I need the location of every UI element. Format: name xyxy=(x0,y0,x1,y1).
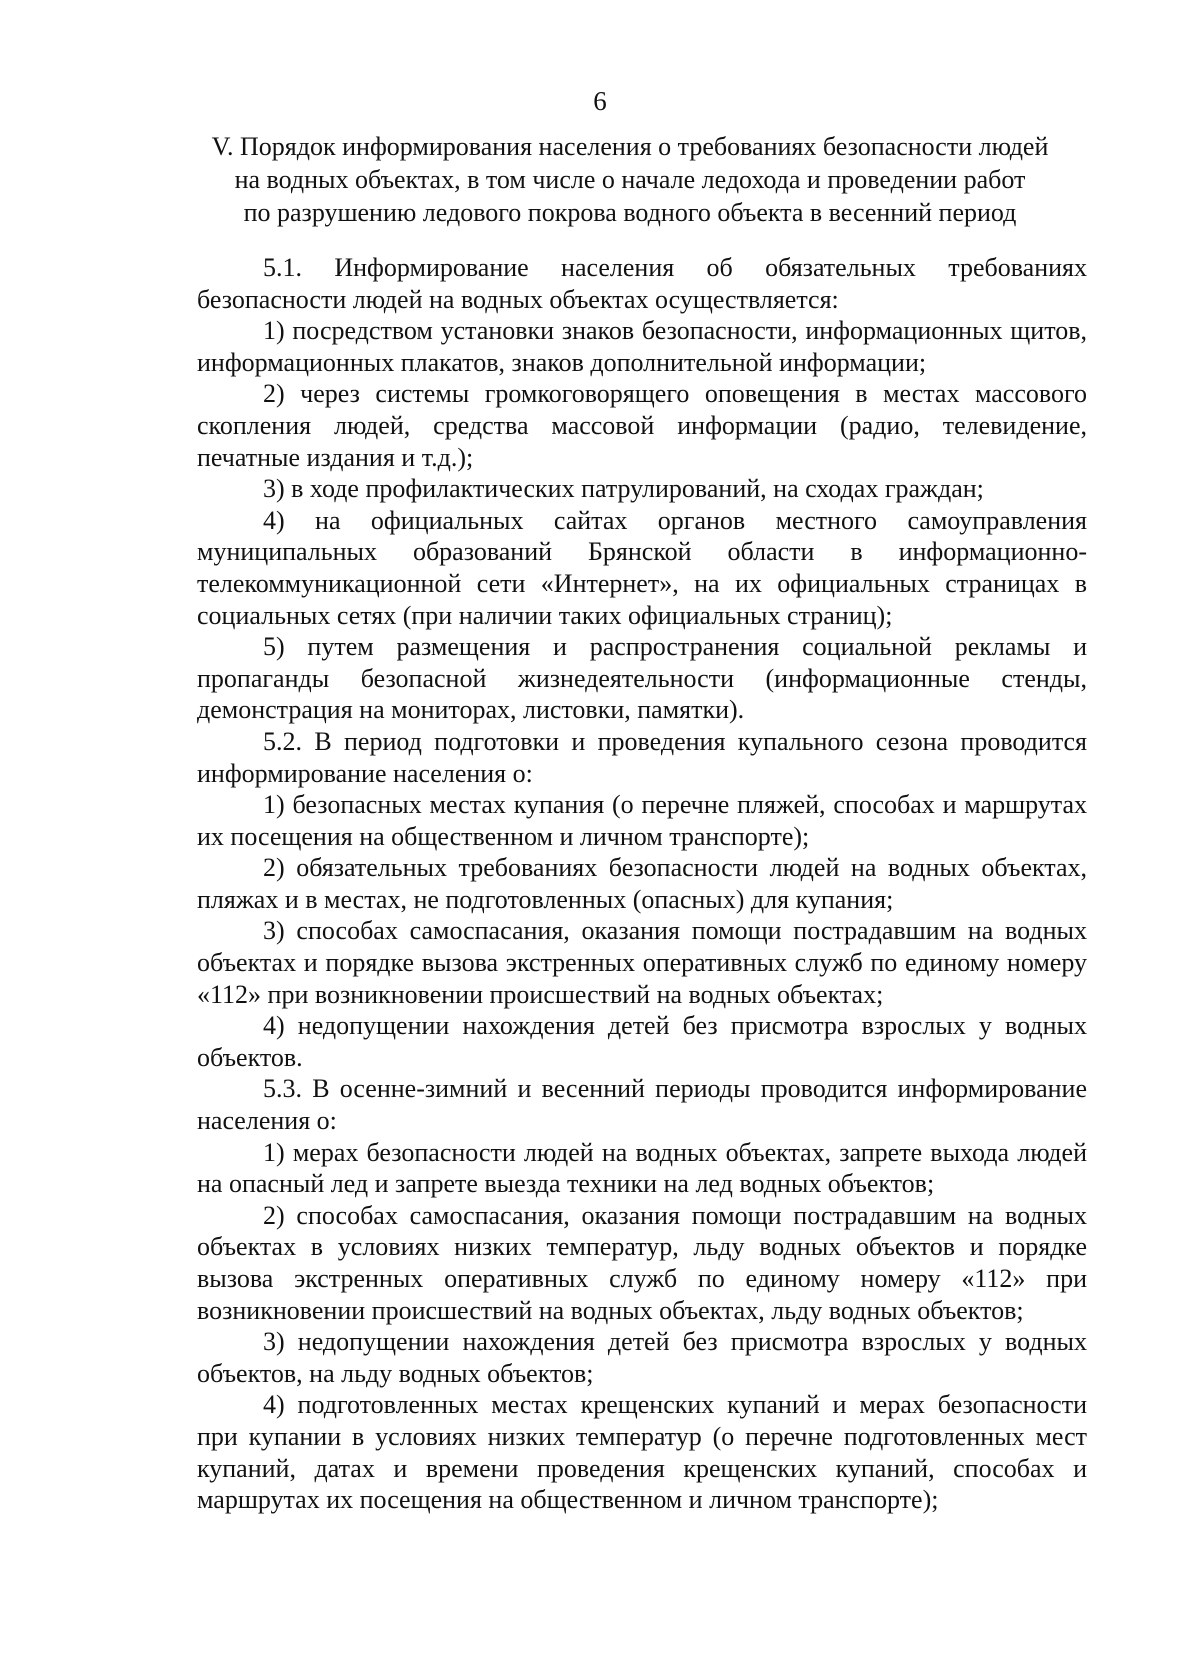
list-item-5-1-5: 5) путем размещения и распространения социальной рекламы и пропаганды безопасной жизнедеятельности (информационные стенды, демонстрация на мониторах, листовки, памятки). xyxy=(197,632,1087,725)
list-item-5-1-2: 2) через системы громкоговорящего оповещения в местах массового скопления людей, средства массовой информации (радио, телевидение, печатные издания и т.д.); xyxy=(197,379,1087,472)
list-item-5-2-4: 4) недопущении нахождения детей без присмотра взрослых у водных объектов. xyxy=(197,1011,1087,1072)
section-heading-line: V. Порядок информирования населения о требованиях безопасности людей xyxy=(211,132,1049,161)
list-item-5-1-4: 4) на официальных сайтах органов местного самоуправления муниципальных образований Брянской области в информационно-телекоммуникационной сети «Интернет», на их официальных страницах в социальных сетях (при наличии таких официальных страниц); xyxy=(197,505,1087,630)
list-item-5-1-3: 3) в ходе профилактических патрулирований, на сходах граждан; xyxy=(263,474,984,504)
paragraph-5-2: 5.2. В период подготовки и проведения купального сезона проводится информирование населения о: xyxy=(197,726,1087,788)
list-item-5-3-1: 1) мерах безопасности людей на водных объектах, запрете выхода людей на опасный лед и запрете выезда техники на лед водных объектов; xyxy=(197,1137,1087,1199)
paragraph-5-1: 5.1. Информирование населения об обязательных требованиях безопасности людей на водных объектах осуществляется: xyxy=(197,253,1087,314)
list-item-5-3-4: 4) подготовленных местах крещенских купаний и мерах безопасности при купании в условиях низких температур (о перечне подготовленных мест купаний, датах и времени проведения крещенских купаний, способах и маршрутах их посещения на общественном и личном транспорте); xyxy=(197,1390,1087,1515)
paragraph-5-3: 5.3. В осенне-зимний и весенний периоды проводится информирование населения о: xyxy=(197,1074,1087,1136)
list-item-5-3-3: 3) недопущении нахождения детей без присмотра взрослых у водных объектов, на льду водных объектов; xyxy=(197,1327,1087,1388)
document-body xyxy=(197,252,1087,1516)
list-item-5-2-3: 3) способах самоспасания, оказания помощи пострадавшим на водных объектах и порядке вызова экстренных оперативных служб по единому номеру «112» при возникновении происшествий на водных объектах; xyxy=(197,916,1087,1009)
list-item-5-1-1: 1) посредством установки знаков безопасности, информационных щитов, информационных плакатов, знаков дополнительной информации; xyxy=(197,316,1087,377)
section-heading-line: по разрушению ледового покрова водного объекта в весенний период xyxy=(243,198,1017,227)
page-number: 6 xyxy=(593,86,607,116)
section-heading xyxy=(150,130,1110,229)
list-item-5-2-1: 1) безопасных местах купания (о перечне пляжей, способах и маршрутах их посещения на общественном и личном транспорте); xyxy=(197,790,1087,851)
section-heading-line: на водных объектах, в том числе о начале ледохода и проведении работ xyxy=(234,165,1026,194)
list-item-5-2-2: 2) обязательных требованиях безопасности людей на водных объектах, пляжах и в местах, не подготовленных (опасных) для купания; xyxy=(197,853,1087,914)
list-item-5-3-2: 2) способах самоспасания, оказания помощи пострадавшим на водных объектах в условиях низких температур, льду водных объектов и порядке вызова экстренных оперативных служб по единому номеру «112» при возникновении происшествий на водных объектах, льду водных объектов; xyxy=(197,1200,1087,1325)
